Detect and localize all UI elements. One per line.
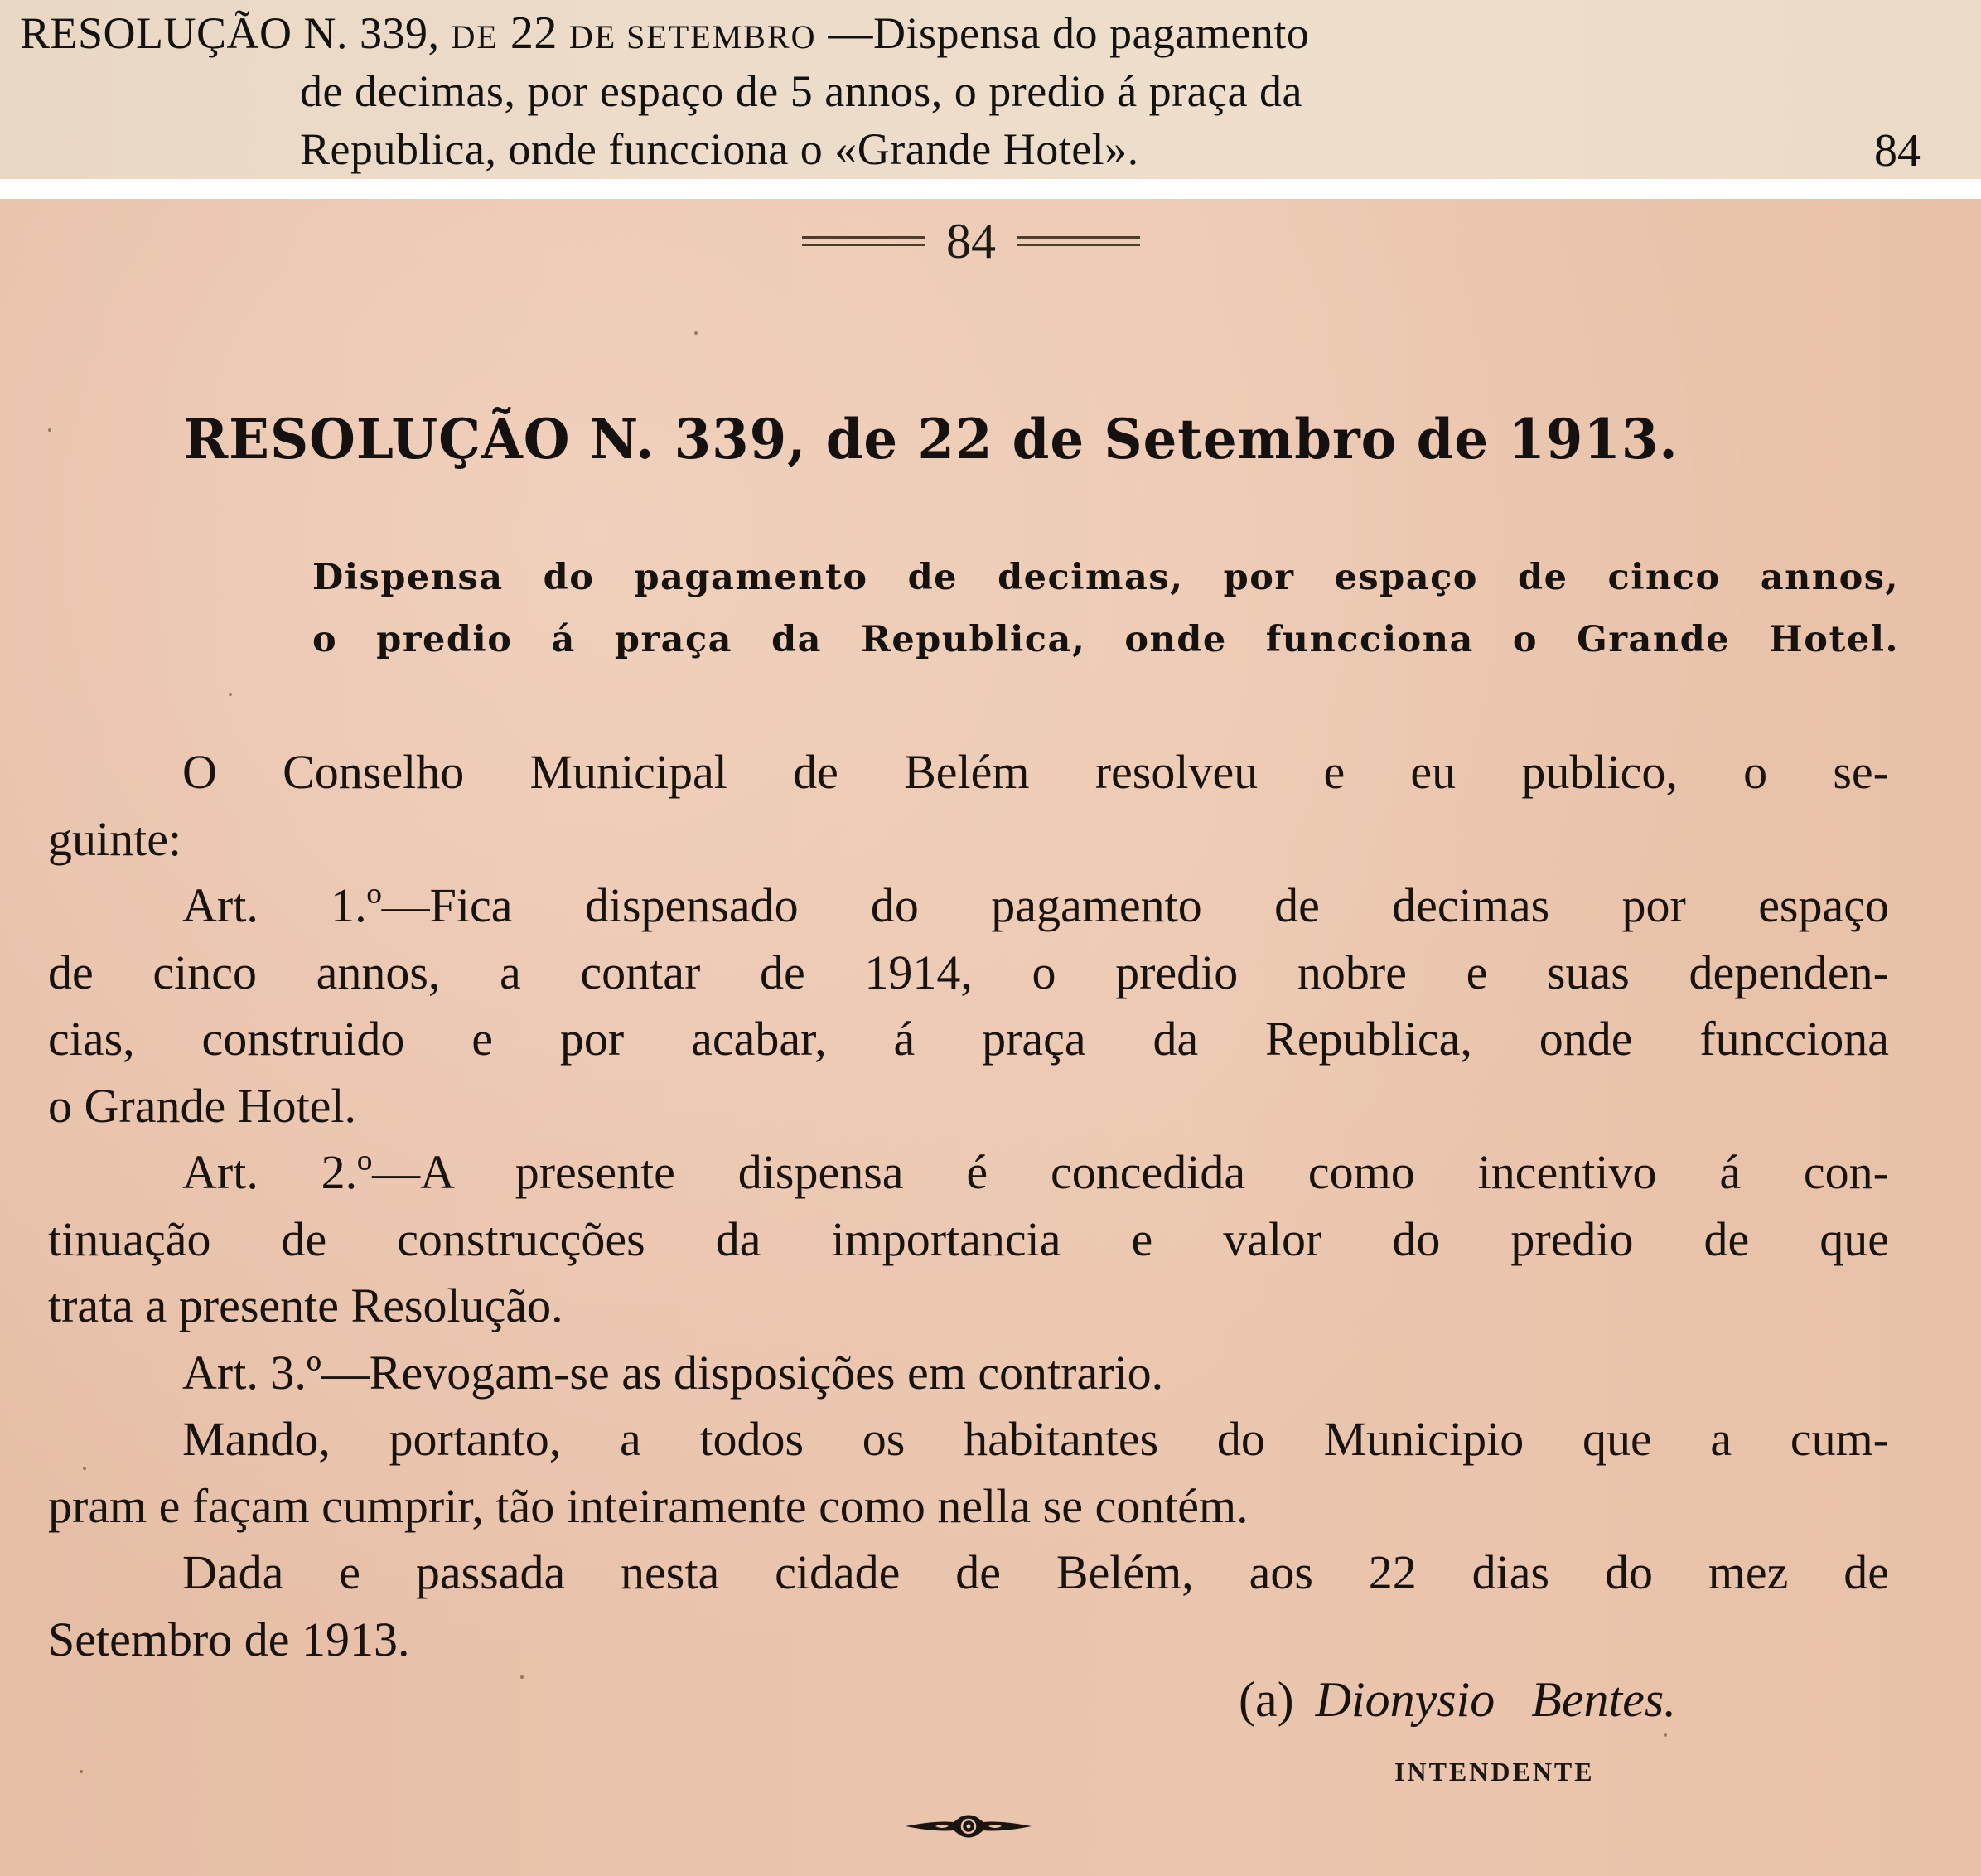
article-2-line: tinuação de construcções da importancia e valor do predio de que: [48, 1211, 1889, 1266]
paper-speck: [80, 1770, 83, 1773]
page-folio: [789, 212, 1153, 270]
resolution-body: [48, 739, 1889, 1673]
signature-last-name: Bentes.: [1531, 1672, 1677, 1727]
paper-speck: [48, 428, 51, 432]
index-entry-description: —Dispensa do pagamento: [828, 8, 1310, 58]
index-entry-resolution: RESOLUÇÃO N. 339,: [20, 8, 440, 58]
article-1-line: cias, construido e por acabar, á praça da Republica, onde funcciona: [48, 1012, 1889, 1066]
signature-prefix: (a): [1239, 1672, 1294, 1727]
index-entry-line-1: [20, 8, 1309, 62]
index-entry-line-3: Republica, onde funcciona o «Grande Hotel».: [300, 124, 1139, 174]
body-line: O Conselho Municipal de Belém resolveu e eu publico, o se-: [182, 745, 1889, 799]
article-3-line: Art. 3.º—Revogam-se as disposições em contrario.: [182, 1345, 1164, 1400]
paper-speck: [694, 331, 698, 335]
resolution-title: RESOLUÇÃO N. 339, de 22 de Setembro de 1913.: [184, 407, 1679, 471]
fleuron-ornament-icon: [902, 1811, 1035, 1842]
article-1-line: o Grande Hotel.: [48, 1078, 357, 1133]
mandate-line: pram e façam cumprir, tão inteiramente como nella se contém.: [48, 1478, 1249, 1533]
page-number: 84: [946, 214, 996, 268]
signature-first-name: Dionysio: [1315, 1672, 1495, 1727]
article-1-line: de cinco annos, a contar de 1914, o predio nobre e suas dependen-: [48, 945, 1889, 999]
paper-speck: [1664, 1733, 1667, 1737]
index-entry-de: DE: [451, 18, 499, 56]
panel-separator: [0, 179, 1981, 199]
summary-line: Dispensa do pagamento de decimas, por espaço de cinco annos,: [312, 557, 1899, 598]
index-entry-day: 22: [510, 7, 558, 59]
folio-rule-right: [1017, 236, 1140, 246]
index-entry: [0, 0, 1981, 179]
index-entry-line-2: de decimas, por espaço de 5 annos, o predio á praça da: [300, 66, 1303, 116]
paper-speck: [520, 1675, 524, 1679]
summary-line: o predio á praça da Republica, onde funcciona o Grande Hotel.: [312, 619, 1899, 660]
document-page: [0, 199, 1981, 1876]
mandate-line: Mando, portanto, a todos os habitantes do Municipio que a cum-: [182, 1412, 1889, 1466]
signatory-title: INTENDENTE: [1394, 1757, 1595, 1787]
index-page-reference: 84: [1874, 125, 1921, 176]
paper-speck: [229, 693, 232, 696]
resolution-summary: [312, 547, 1899, 671]
date-line: Setembro de 1913.: [48, 1612, 410, 1666]
signature: [1239, 1670, 1676, 1729]
article-2-line: trata a presente Resolução.: [48, 1279, 563, 1332]
article-1-line: Art. 1.º—Fica dispensado do pagamento de decimas por espaço: [182, 878, 1889, 932]
article-2-line: Art. 2.º—A presente dispensa é concedida como incentivo á con-: [182, 1145, 1889, 1199]
date-line: Dada e passada nesta cidade de Belém, aos 22 dias do mez de: [182, 1545, 1889, 1599]
folio-rule-left: [802, 236, 925, 246]
paper-speck: [83, 1467, 86, 1470]
index-entry-month: DE SETEMBRO: [568, 18, 817, 56]
body-line: guinte:: [48, 811, 182, 866]
